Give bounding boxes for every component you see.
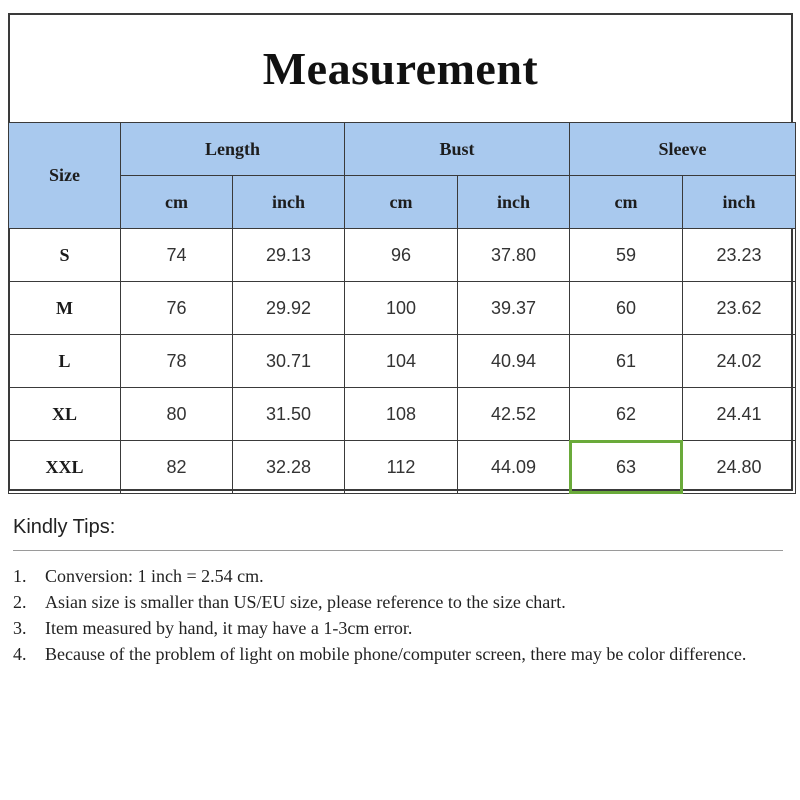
table-cell: 42.52 — [458, 388, 570, 441]
tip-number: 1. — [13, 566, 27, 586]
tip-item — [13, 615, 783, 641]
unit-header: inch — [683, 176, 796, 229]
size-label: XL — [9, 388, 121, 441]
selected-table-cell[interactable]: 63 — [570, 441, 683, 494]
unit-header: inch — [233, 176, 345, 229]
unit-header: cm — [345, 176, 458, 229]
table-cell: 108 — [345, 388, 458, 441]
unit-header: cm — [570, 176, 683, 229]
table-cell: 39.37 — [458, 282, 570, 335]
table-cell: 23.23 — [683, 229, 796, 282]
kindly-tips — [13, 516, 783, 667]
table-cell: 31.50 — [233, 388, 345, 441]
table-cell: 104 — [345, 335, 458, 388]
tip-text: Conversion: 1 inch = 2.54 cm. — [45, 566, 264, 586]
table-cell: 30.71 — [233, 335, 345, 388]
table-cell: 40.94 — [458, 335, 570, 388]
table-row — [9, 282, 796, 335]
table-cell: 100 — [345, 282, 458, 335]
table-cell: 80 — [121, 388, 233, 441]
table-row — [9, 335, 796, 388]
group-header-sleeve: Sleeve — [570, 123, 796, 176]
table-cell: 29.92 — [233, 282, 345, 335]
table-cell: 76 — [121, 282, 233, 335]
table-cell: 24.80 — [683, 441, 796, 494]
table-row — [9, 441, 796, 494]
table-cell: 60 — [570, 282, 683, 335]
table-cell: 24.41 — [683, 388, 796, 441]
table-cell: 24.02 — [683, 335, 796, 388]
header-row-units — [9, 176, 796, 229]
tip-text: Item measured by hand, it may have a 1-3cm error. — [45, 618, 413, 638]
size-chart — [8, 13, 793, 491]
size-table — [8, 122, 796, 494]
tip-item — [13, 563, 783, 589]
table-cell: 82 — [121, 441, 233, 494]
chart-title: Measurement — [262, 43, 539, 94]
table-cell: 59 — [570, 229, 683, 282]
table-cell: 96 — [345, 229, 458, 282]
group-header-bust: Bust — [345, 123, 570, 176]
size-column-header: Size — [9, 123, 121, 229]
tips-title: Kindly Tips: — [13, 516, 116, 538]
size-label: XXL — [9, 441, 121, 494]
unit-header: inch — [458, 176, 570, 229]
table-row — [9, 229, 796, 282]
table-cell: 78 — [121, 335, 233, 388]
tip-item — [13, 641, 783, 667]
unit-header: cm — [121, 176, 233, 229]
table-cell: 29.13 — [233, 229, 345, 282]
table-cell: 62 — [570, 388, 683, 441]
group-header-length: Length — [121, 123, 345, 176]
tip-number: 3. — [13, 618, 27, 638]
tip-number: 2. — [13, 592, 27, 612]
table-cell: 74 — [121, 229, 233, 282]
tips-list — [13, 563, 783, 667]
table-row — [9, 388, 796, 441]
table-cell: 112 — [345, 441, 458, 494]
table-cell: 23.62 — [683, 282, 796, 335]
table-cell: 61 — [570, 335, 683, 388]
table-cell: 37.80 — [458, 229, 570, 282]
tips-divider — [13, 550, 783, 551]
size-label: L — [9, 335, 121, 388]
table-cell: 32.28 — [233, 441, 345, 494]
tip-text: Because of the problem of light on mobile phone/computer screen, there may be color difference. — [45, 644, 747, 664]
size-label: S — [9, 229, 121, 282]
tip-item — [13, 589, 783, 615]
size-label: M — [9, 282, 121, 335]
tip-number: 4. — [13, 644, 27, 664]
header-row-groups — [9, 123, 796, 176]
table-cell: 44.09 — [458, 441, 570, 494]
tip-text: Asian size is smaller than US/EU size, please reference to the size chart. — [45, 592, 566, 612]
